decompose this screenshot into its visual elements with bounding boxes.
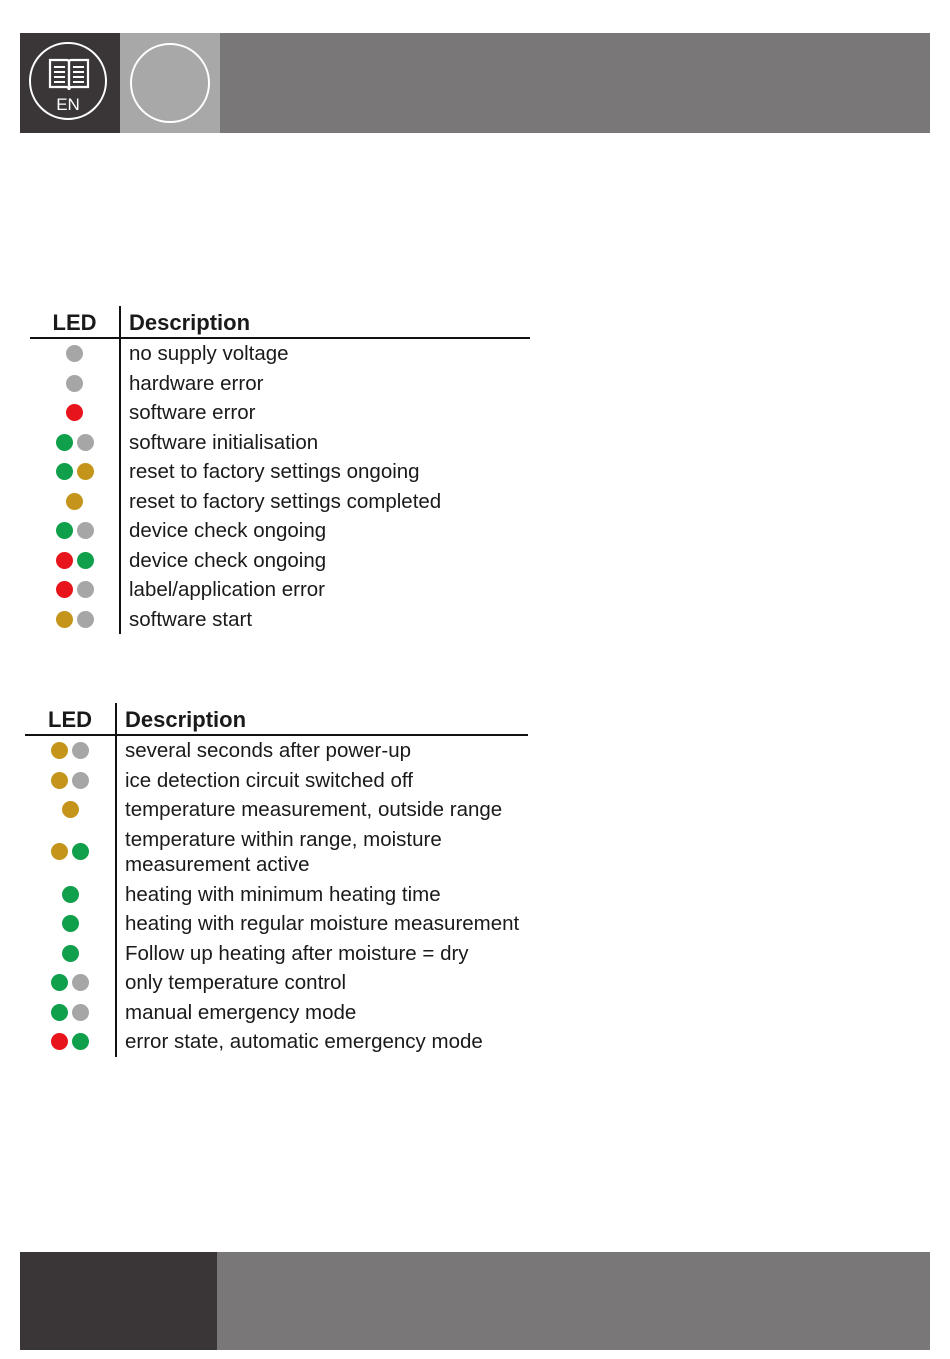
led-indicator-cell [25,735,116,766]
description-column-header: Description [116,703,528,735]
led-description: Follow up heating after moisture = dry [125,941,469,965]
table-row [30,338,530,369]
table-row [25,735,528,766]
green-led-dot [62,886,79,903]
led-indicator-cell [25,909,116,939]
led-description: only temperature control [125,971,347,994]
table-row [30,516,530,546]
led-indicator-cell [30,605,120,635]
green-led-dot [51,1004,68,1021]
led-status-table-1 [30,306,530,634]
grey-led-dot [77,434,94,451]
table-row [30,457,530,487]
led-description: reset to factory settings completed [129,489,442,513]
led-column-header: LED [30,306,120,338]
green-led-dot [62,915,79,932]
red-led-dot [51,1033,68,1050]
led-description: no supply voltage [129,342,289,365]
table-row [25,1027,528,1057]
led-indicator-cell [25,795,116,825]
table-row [25,909,528,939]
led-description: reset to factory settings ongoing [129,460,420,483]
green-led-dot [62,945,79,962]
header-bar [220,33,930,133]
table-row [25,766,528,796]
red-led-dot [56,552,73,569]
led-description: manual emergency mode [125,1000,357,1024]
led-indicator-cell [25,939,116,969]
table-row [30,575,530,605]
led-indicator-cell [30,575,120,605]
grey-led-dot [72,772,89,789]
grey-led-dot [72,1004,89,1021]
table-row [25,939,528,969]
led-description: device check ongoing [129,519,327,542]
footer-bar [217,1252,930,1350]
grey-led-dot [66,375,83,392]
led-description: heating with minimum heating time [125,882,441,906]
led-indicator-cell [30,516,120,546]
green-led-dot [56,463,73,480]
header-chapter-block [120,33,220,133]
amber-led-dot [66,493,83,510]
led-indicator-cell [30,398,120,428]
table-row [30,605,530,635]
open-book-icon [48,58,90,92]
table-row [30,398,530,428]
amber-led-dot [77,463,94,480]
grey-led-dot [77,611,94,628]
led-description: error state, automatic emergency mode [125,1030,483,1053]
table-row [25,998,528,1028]
page-footer [20,1252,930,1350]
page-header [20,33,930,133]
led-column-header: LED [25,703,116,735]
led-indicator-cell [25,998,116,1028]
language-label: EN [56,95,80,114]
table-row [30,369,530,399]
led-indicator-cell [30,546,120,576]
led-description: temperature measurement, outside range [125,798,503,821]
led-description: software initialisation [129,430,319,454]
led-description: label/application error [129,578,326,601]
led-description: software start [129,607,253,631]
grey-led-dot [72,974,89,991]
green-led-dot [72,1033,89,1050]
table-row [30,487,530,517]
grey-led-dot [77,522,94,539]
led-indicator-cell [30,338,120,369]
amber-led-dot [51,742,68,759]
red-led-dot [66,404,83,421]
footer-dark-block [20,1252,217,1350]
led-indicator-cell [25,1027,116,1057]
led-indicator-cell [30,428,120,458]
amber-led-dot [56,611,73,628]
amber-led-dot [62,801,79,818]
led-status-table-2 [25,703,528,1057]
led-description: heating with regular moisture measurement [125,912,520,935]
grey-led-dot [77,581,94,598]
led-indicator-cell [30,369,120,399]
green-led-dot [51,974,68,991]
green-led-dot [56,434,73,451]
amber-led-dot [51,772,68,789]
table-row [25,968,528,998]
table-row [25,795,528,825]
amber-led-dot [51,843,68,860]
table-row [30,546,530,576]
led-description: software error [129,401,256,424]
led-description: several seconds after power-up [125,739,412,762]
green-led-dot [72,843,89,860]
table-row [25,825,528,880]
green-led-dot [56,522,73,539]
led-indicator-cell [30,457,120,487]
led-description: device check ongoing [129,548,327,572]
grey-led-dot [72,742,89,759]
led-indicator-cell [25,766,116,796]
grey-led-dot [66,345,83,362]
table-header-row [30,306,530,338]
green-led-dot [77,552,94,569]
led-indicator-cell [25,968,116,998]
header-manual-block [20,33,120,133]
chapter-circle [130,43,210,123]
led-description: hardware error [129,371,264,395]
red-led-dot [56,581,73,598]
led-indicator-cell [30,487,120,517]
table-header-row [25,703,528,735]
led-description: temperature within range, moisture measurement active [125,827,442,876]
manual-badge [29,42,107,120]
led-indicator-cell [25,880,116,910]
table-row [30,428,530,458]
table-row [25,880,528,910]
description-column-header: Description [120,306,530,338]
led-description: ice detection circuit switched off [125,768,413,792]
led-indicator-cell [25,825,116,880]
